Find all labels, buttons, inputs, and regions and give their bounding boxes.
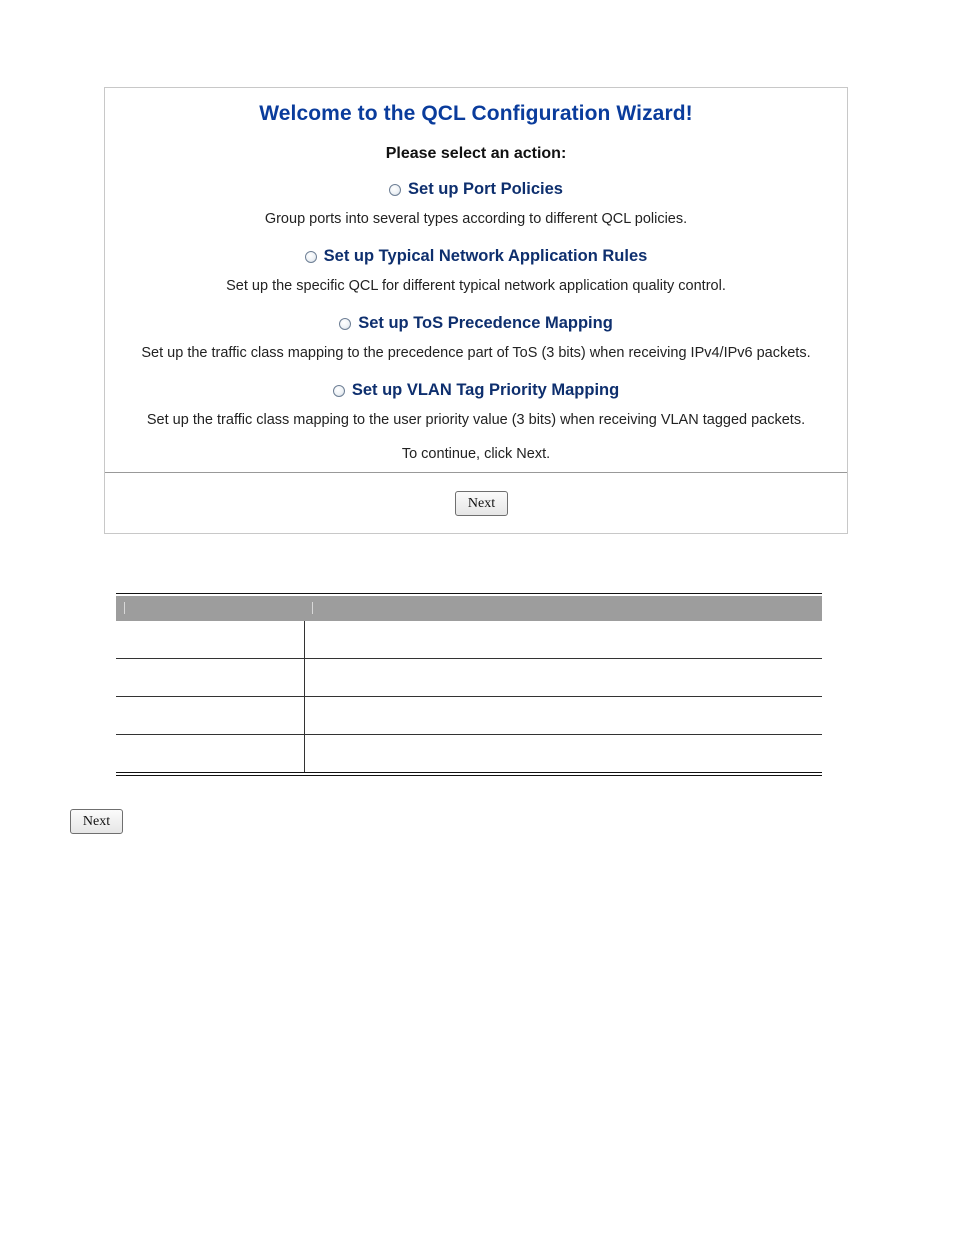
header-separator [312,602,313,614]
option-port-policies-label-group[interactable] [389,180,563,199]
vlan-tag-priority-mapping-radio[interactable] [333,385,345,397]
typical-network-rules-radio[interactable] [305,251,317,263]
next-button[interactable]: Next [70,809,123,834]
option-label: Set up ToS Precedence Mapping [358,314,613,332]
table-row [116,735,822,772]
wizard-next-button[interactable]: Next [455,491,508,516]
option-description: Set up the specific QCL for different typical network application quality control. [226,277,726,294]
option-vlan-tag-priority-mapping [105,381,847,428]
wizard-title: Welcome to the QCL Configuration Wizard! [259,102,693,125]
wizard-subtitle: Please select an action: [385,145,567,162]
table-column-separator [304,621,305,772]
option-typical-network-rules [105,247,847,294]
wizard-divider [105,472,847,473]
port-policies-radio[interactable] [389,184,401,196]
option-label: Set up Typical Network Application Rules [323,247,648,265]
descriptor-table [116,593,822,776]
table-bottom-rule [116,772,822,776]
table-top-rule [116,593,822,594]
option-description: Set up the traffic class mapping to the precedence part of ToS (3 bits) when receiving IPv4/IPv6 packets. [141,344,811,361]
qcl-wizard-panel [104,87,848,534]
wizard-body [105,88,847,472]
continue-instruction: To continue, click Next. [401,446,551,462]
option-label: Set up Port Policies [408,180,563,198]
table-row [116,621,822,659]
table-header-row [116,596,822,621]
tos-precedence-mapping-radio[interactable] [339,318,351,330]
option-vlan-tag-priority-mapping-label-group[interactable] [333,381,619,400]
option-description: Set up the traffic class mapping to the user priority value (3 bits) when receiving VLAN tagged packets. [146,411,806,428]
option-typical-network-rules-label-group[interactable] [305,247,648,266]
option-tos-precedence-mapping [105,314,847,361]
option-tos-precedence-mapping-label-group[interactable] [339,314,613,333]
option-port-policies [105,180,847,227]
option-description: Group ports into several types according to different QCL policies. [264,210,688,227]
table-row [116,697,822,735]
table-row [116,659,822,697]
header-separator [124,602,125,614]
option-label: Set up VLAN Tag Priority Mapping [351,381,620,399]
